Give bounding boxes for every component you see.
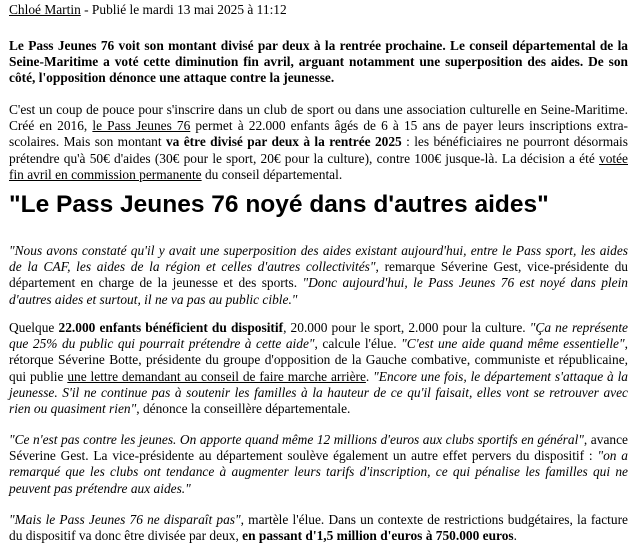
p2-quote-3: "Encore une fois, le département s'attaque à la jeunesse. S'il ne continue pas à soutenir les familles à la hauteur de ce qu'il faisait, elles vont se retrouver avec rien ou quasiment rien" xyxy=(9,368,628,417)
p2-quote-1: "Ça ne représente que 25% du public qui pourrait prétendre à cette aide" xyxy=(9,320,628,352)
p2-text-4: , rétorque Séverine Botte, présidente du groupe d'opposition de la Gauche combative, communiste et républicaine, qui publie xyxy=(9,336,628,384)
letter-link[interactable]: une lettre demandant au conseil de faire marche arrière xyxy=(67,368,366,384)
publish-date: - Publié le mardi 13 mai 2025 à 11:12 xyxy=(80,2,287,17)
p4-quote-1: "Mais le Pass Jeunes 76 ne disparaît pas" xyxy=(9,512,241,527)
lead-paragraph: Le Pass Jeunes 76 voit son montant divisé par deux à la rentrée prochaine. Le conseil départemental de la Seine-Maritime a voté cette diminution fin avril, arguant notamment une superposition des aides. De son côté, l'opposition dénonce une attaque contre la jeunesse. xyxy=(9,38,628,86)
p3-quote-2: "on a remarqué que les clubs ont tendance à augmenter leurs tarifs d'inscription, ce qui pénalise les familles qui ne peuvent pas prétendre aux aides." xyxy=(9,448,628,496)
p2-bold-1: 22.000 enfants bénéficient du dispositif xyxy=(58,320,284,335)
p2-text-6: , dénonce la conseillère départementale. xyxy=(136,401,351,417)
p4-text-1: , martèle l'élue. Dans un contexte de restrictions budgétaires, la facture du dispositif va donc être divisée par deux, xyxy=(9,512,628,544)
intro-text-3: : les bénéficiaires ne pourront désormais prétendre qu'à 50€ d'aides (30€ pour le sport, 20€ pour la culture), contre 100€ jusque-là. La décision a été xyxy=(9,134,628,166)
p2-text-2: , 20.000 pour le sport, 2.000 pour la culture. xyxy=(283,320,530,335)
author-link[interactable]: Chloé Martin xyxy=(9,2,81,17)
paragraph-2 xyxy=(9,320,628,417)
p2-text-5: . xyxy=(365,368,374,384)
paragraph-3 xyxy=(9,432,628,497)
byline xyxy=(9,2,287,18)
section-heading: "Le Pass Jeunes 76 noyé dans d'autres aides" xyxy=(9,191,549,218)
p2-text-1: Quelque xyxy=(9,320,59,335)
p3-quote-1: "Ce n'est pas contre les jeunes. On apporte quand même 12 millions d'euros aux clubs sportifs en général" xyxy=(9,432,584,447)
p2-text-3: , calcule l'élue. xyxy=(314,336,402,352)
intro-bold-1: va être divisé par deux à la rentrée 2025 xyxy=(165,134,402,150)
pass-jeunes-link[interactable]: le Pass Jeunes 76 xyxy=(92,118,191,134)
p1-text-1: , remarque Séverine Gest, vice-présidente du département en charge de la jeunesse et des sports. xyxy=(9,259,628,291)
p3-text-1: , avance Séverine Gest. La vice-présidente au département soulève également un autre effet pervers du dispositif : xyxy=(9,432,628,464)
intro-paragraph xyxy=(9,102,628,183)
p1-quote-1: "Nous avons constaté qu'il y avait une superposition des aides existant aujourd'hui, entre le Pass sport, les aides de la CAF, les aides de la région et celles d'autres collectivités" xyxy=(9,243,628,275)
paragraph-1 xyxy=(9,243,628,308)
intro-text-4: du conseil départemental. xyxy=(201,166,343,182)
p1-quote-2: "Donc aujourd'hui, le Pass Jeunes 76 est noyé dans plein d'autres aides et surtout, il ne va pas au public cible." xyxy=(9,275,628,307)
commission-link[interactable]: votée fin avril en commission permanente xyxy=(9,150,628,182)
paragraph-4 xyxy=(9,512,628,544)
p2-quote-2: "C'est une aide quand même essentielle" xyxy=(401,336,625,352)
intro-text-1: C'est un coup de pouce pour s'inscrire dans un club de sport ou dans une association culturelle en Seine-Maritime. Créé en 2016, xyxy=(9,102,628,134)
intro-text-2: permet à 22.000 enfants âgés de 6 à 15 ans de payer leurs inscriptions extra-scolaires. Mais son montant xyxy=(9,118,628,150)
p4-bold-1: en passant d'1,5 million d'euros à 750.000 euros xyxy=(242,528,514,544)
p4-text-2: . xyxy=(513,528,517,544)
